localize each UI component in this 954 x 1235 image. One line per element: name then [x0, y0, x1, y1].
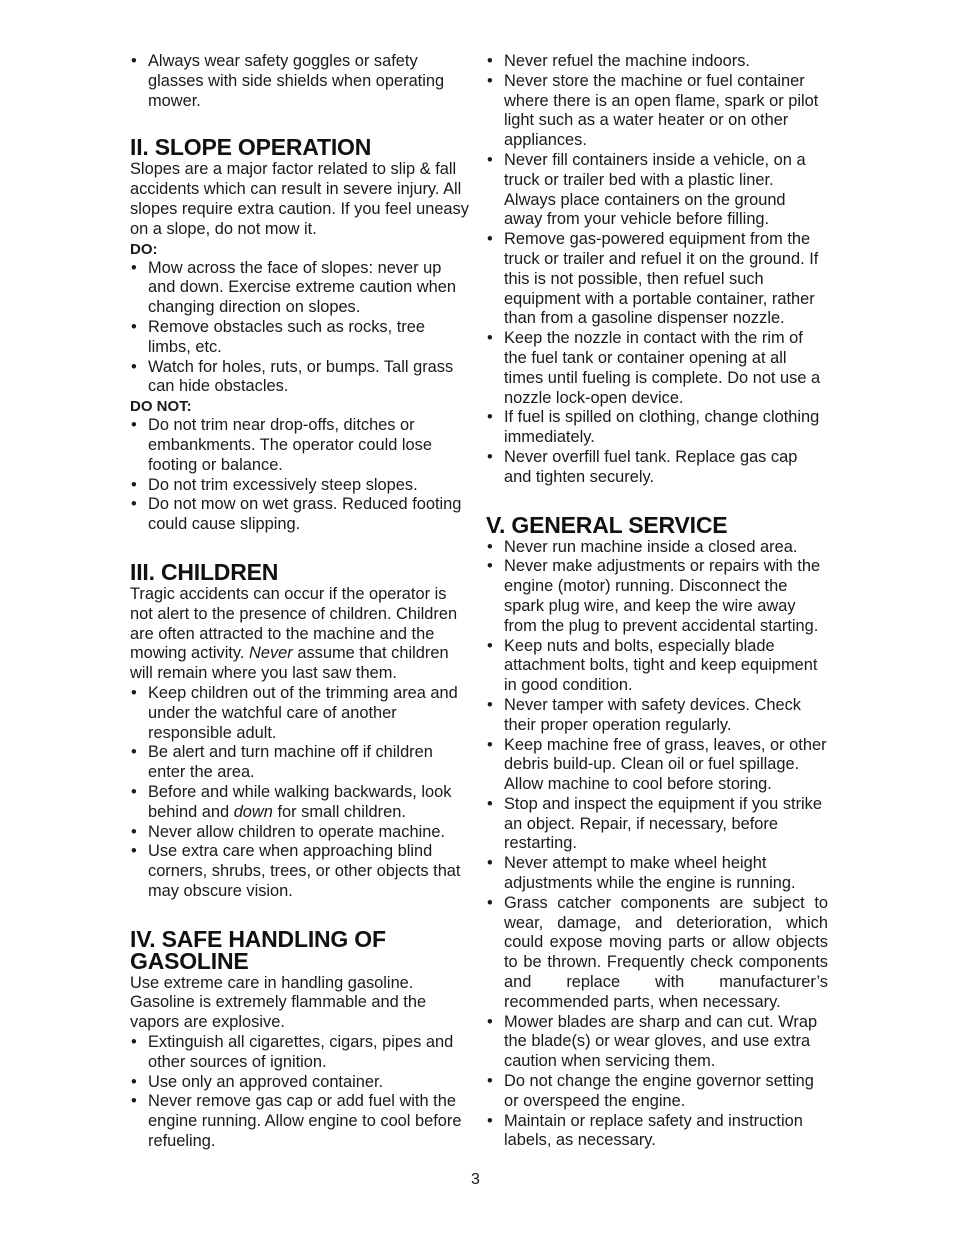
- paragraph-text: assume that children will remain where you last saw them.: [130, 644, 449, 683]
- intro-list: [130, 52, 470, 111]
- heading-line: GASOLINE: [130, 947, 249, 974]
- list-item: • Do not trim excessively steep slopes.: [130, 476, 470, 496]
- section-general-service: [486, 511, 828, 1152]
- paragraph-emphasis: Never: [249, 644, 293, 663]
- section-heading: III. CHILDREN: [130, 558, 279, 585]
- do-not-list: [130, 416, 470, 535]
- list-item: • Watch for holes, ruts, or bumps. Tall grass can hide obstacles.: [130, 358, 470, 398]
- list-item: • Never attempt to make wheel height adjustments while the engine is running.: [486, 854, 828, 894]
- list-item: • Never refuel the machine indoors.: [486, 52, 828, 72]
- list-item: • Extinguish all cigarettes, cigars, pipes and other sources of ignition.: [130, 1033, 470, 1073]
- page-number: 3: [471, 1171, 480, 1188]
- list-item: • Never fill containers inside a vehicle, on a truck or trailer bed with a plastic liner. Always place containers on the ground away from your vehicle before filling.: [486, 151, 828, 230]
- list-item: • Do not change the engine governor setting or overspeed the engine.: [486, 1072, 828, 1112]
- list-item: • Never store the machine or fuel container where there is an open flame, spark or pilot light such as a water heater or on other appliances.: [486, 72, 828, 151]
- list-item: • If fuel is spilled on clothing, change clothing immediately.: [486, 408, 828, 448]
- children-list: [130, 684, 470, 902]
- list-item: • Stop and inspect the equipment if you strike an object. Repair, if necessary, before restarting.: [486, 795, 828, 854]
- item-text: for small children.: [277, 802, 406, 821]
- section-paragraph: Slopes are a major factor related to slip & fall accidents which can result in severe injury. All slopes require extra caution. If you feel uneasy on a slope, do not mow it.: [130, 160, 469, 238]
- list-item: • Keep children out of the trimming area and under the watchful care of another responsible adult.: [130, 684, 470, 743]
- list-item: • Remove gas-powered equipment from the truck or trailer and refuel it on the ground. If this is not possible, then refuel such equipment with a portable container, rather than from a gasoline dispenser nozzle.: [486, 230, 828, 329]
- list-item: [130, 783, 470, 823]
- paragraph-text: Tragic accidents can occur if the operator is not alert to the presence of children. Children are often attracted to the machine and the mowing activity.: [130, 584, 458, 663]
- list-item: • Do not trim near drop-offs, ditches or embankments. The operator could lose footing or balance.: [130, 416, 470, 475]
- section-paragraph: Use extreme care in handling gasoline. Gasoline is extremely flammable and the vapors are explosive.: [130, 973, 427, 1032]
- list-item: • Be alert and turn machine off if children enter the area.: [130, 743, 470, 783]
- section-heading: V. GENERAL SERVICE: [486, 511, 728, 538]
- do-not-label: DO NOT:: [130, 398, 192, 416]
- list-item: • Maintain or replace safety and instruction labels, as necessary.: [486, 1112, 828, 1152]
- do-label: DO:: [130, 240, 158, 258]
- gasoline-list-continued: [486, 52, 828, 488]
- list-item: • Never tamper with safety devices. Check their proper operation regularly.: [486, 696, 828, 736]
- section-paragraph: [130, 585, 470, 684]
- list-item: • Mow across the face of slopes: never up and down. Exercise extreme caution when changing direction on slopes.: [130, 259, 470, 318]
- list-item: • Do not mow on wet grass. Reduced footing could cause slipping.: [130, 495, 470, 535]
- list-item: • Never run machine inside a closed area.: [486, 538, 828, 558]
- gasoline-list: [130, 1033, 470, 1152]
- section-heading: [130, 925, 470, 974]
- list-item: • Never overfill fuel tank. Replace gas cap and tighten securely.: [486, 448, 828, 488]
- item-text: Before and while walking backwards, look behind and: [148, 782, 452, 821]
- right-column: [486, 52, 828, 1151]
- list-item: • Never make adjustments or repairs with the engine (motor) running. Disconnect the spark plug wire, and keep the wire away from the plug to prevent accidental starting.: [486, 557, 828, 636]
- left-column: [130, 52, 470, 1152]
- list-item: • Keep nuts and bolts, especially blade attachment bolts, tight and keep equipment in good condition.: [486, 637, 828, 696]
- list-item: • Always wear safety goggles or safety glasses with side shields when operating mower.: [130, 52, 470, 111]
- section-slope-operation: [130, 136, 470, 535]
- section-children: [130, 558, 470, 902]
- list-item: • Never remove gas cap or add fuel with the engine running. Allow engine to cool before refueling.: [130, 1092, 470, 1151]
- list-item: • Never allow children to operate machine.: [130, 823, 470, 843]
- heading-line: IV. SAFE HANDLING OF: [130, 925, 386, 952]
- list-item: • Remove obstacles such as rocks, tree limbs, etc.: [130, 318, 470, 358]
- list-item: • Keep the nozzle in contact with the rim of the fuel tank or container opening at all times until fueling is complete. Do not use a nozzle lock-open device.: [486, 329, 828, 408]
- section-heading: II. SLOPE OPERATION: [130, 134, 372, 161]
- section-safe-handling-gasoline: [130, 925, 470, 1152]
- list-item: • Use extra care when approaching blind corners, shrubs, trees, or other objects that may obscure vision.: [130, 842, 470, 901]
- list-item: • Grass catcher components are subject to wear, damage, and deterioration, which could expose moving parts or allow objects to be thrown. Frequently check components and replace with manufacturer’s recommended parts, when necessary.: [486, 894, 828, 1013]
- list-item: • Use only an approved container.: [130, 1073, 470, 1093]
- do-list: [130, 259, 470, 398]
- service-list: [486, 538, 828, 1152]
- list-item: • Keep machine free of grass, leaves, or other debris build-up. Clean oil or fuel spillage. Allow machine to cool before storing.: [486, 736, 828, 795]
- list-item: • Mower blades are sharp and can cut. Wrap the blade(s) or wear gloves, and use extra caution when servicing them.: [486, 1013, 828, 1072]
- item-emphasis: down: [233, 802, 273, 821]
